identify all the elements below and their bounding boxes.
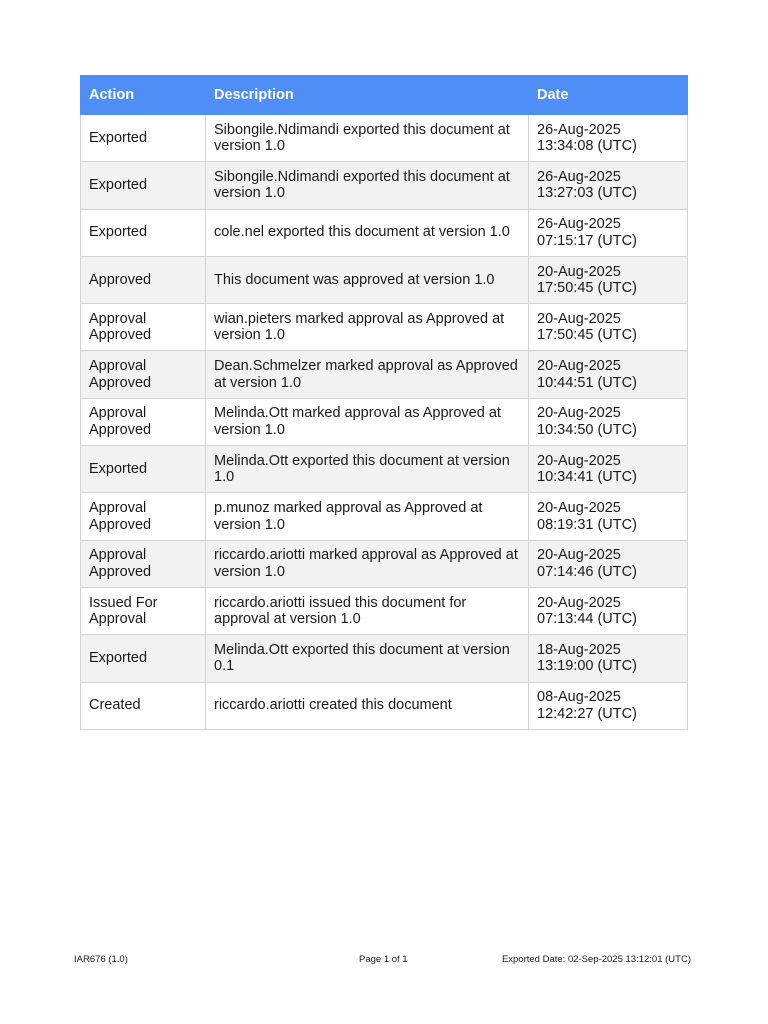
cell-description: This document was approved at version 1.0 [206, 256, 529, 303]
cell-description: Melinda.Ott exported this document at version 0.1 [206, 635, 529, 682]
table-row [81, 398, 688, 445]
cell-action: Exported [81, 115, 206, 162]
cell-action: Approved [81, 256, 206, 303]
cell-action: Approval Approved [81, 304, 206, 351]
cell-date: 20-Aug-2025 08:19:31 (UTC) [529, 493, 688, 540]
cell-action: Exported [81, 446, 206, 493]
table-row [81, 682, 688, 729]
column-header-date: Date [529, 76, 688, 115]
cell-action: Exported [81, 635, 206, 682]
column-header-description: Description [206, 76, 529, 115]
column-header-action: Action [81, 76, 206, 115]
cell-description: riccardo.ariotti created this document [206, 682, 529, 729]
cell-date: 26-Aug-2025 07:15:17 (UTC) [529, 209, 688, 256]
table-row [81, 446, 688, 493]
cell-date: 20-Aug-2025 07:14:46 (UTC) [529, 540, 688, 587]
cell-action: Approval Approved [81, 493, 206, 540]
cell-description: Melinda.Ott exported this document at version 1.0 [206, 446, 529, 493]
cell-date: 26-Aug-2025 13:27:03 (UTC) [529, 162, 688, 209]
cell-action: Approval Approved [81, 398, 206, 445]
cell-description: riccardo.ariotti issued this document for approval at version 1.0 [206, 587, 529, 634]
cell-action: Exported [81, 162, 206, 209]
cell-date: 20-Aug-2025 17:50:45 (UTC) [529, 256, 688, 303]
table-row [81, 540, 688, 587]
cell-date: 26-Aug-2025 13:34:08 (UTC) [529, 115, 688, 162]
cell-description: p.munoz marked approval as Approved at version 1.0 [206, 493, 529, 540]
table-row [81, 256, 688, 303]
cell-date: 20-Aug-2025 10:34:50 (UTC) [529, 398, 688, 445]
footer-page-number: Page 1 of 1 [359, 954, 408, 965]
cell-description: Dean.Schmelzer marked approval as Approved at version 1.0 [206, 351, 529, 398]
cell-description: cole.nel exported this document at version 1.0 [206, 209, 529, 256]
cell-date: 20-Aug-2025 10:44:51 (UTC) [529, 351, 688, 398]
cell-date: 20-Aug-2025 10:34:41 (UTC) [529, 446, 688, 493]
cell-description: wian.pieters marked approval as Approved at version 1.0 [206, 304, 529, 351]
table-row [81, 162, 688, 209]
table-row [81, 351, 688, 398]
cell-action: Issued For Approval [81, 587, 206, 634]
cell-action: Exported [81, 209, 206, 256]
table-row [81, 115, 688, 162]
cell-date: 20-Aug-2025 07:13:44 (UTC) [529, 587, 688, 634]
table-row [81, 587, 688, 634]
table-row [81, 304, 688, 351]
table-row [81, 635, 688, 682]
cell-action: Created [81, 682, 206, 729]
cell-date: 18-Aug-2025 13:19:00 (UTC) [529, 635, 688, 682]
cell-description: Sibongile.Ndimandi exported this document at version 1.0 [206, 162, 529, 209]
cell-description: Sibongile.Ndimandi exported this document at version 1.0 [206, 115, 529, 162]
table-row [81, 209, 688, 256]
cell-date: 20-Aug-2025 17:50:45 (UTC) [529, 304, 688, 351]
table-header-row [81, 76, 688, 115]
table-row [81, 493, 688, 540]
cell-description: Melinda.Ott marked approval as Approved at version 1.0 [206, 398, 529, 445]
cell-action: Approval Approved [81, 540, 206, 587]
cell-date: 08-Aug-2025 12:42:27 (UTC) [529, 682, 688, 729]
table-body [81, 115, 688, 730]
audit-trail-table-container [80, 75, 687, 730]
audit-trail-table [80, 75, 688, 730]
cell-action: Approval Approved [81, 351, 206, 398]
footer-document-ref: IAR676 (1.0) [74, 954, 128, 965]
cell-description: riccardo.ariotti marked approval as Approved at version 1.0 [206, 540, 529, 587]
footer-exported-date: Exported Date: 02-Sep-2025 13:12:01 (UTC) [501, 954, 691, 965]
